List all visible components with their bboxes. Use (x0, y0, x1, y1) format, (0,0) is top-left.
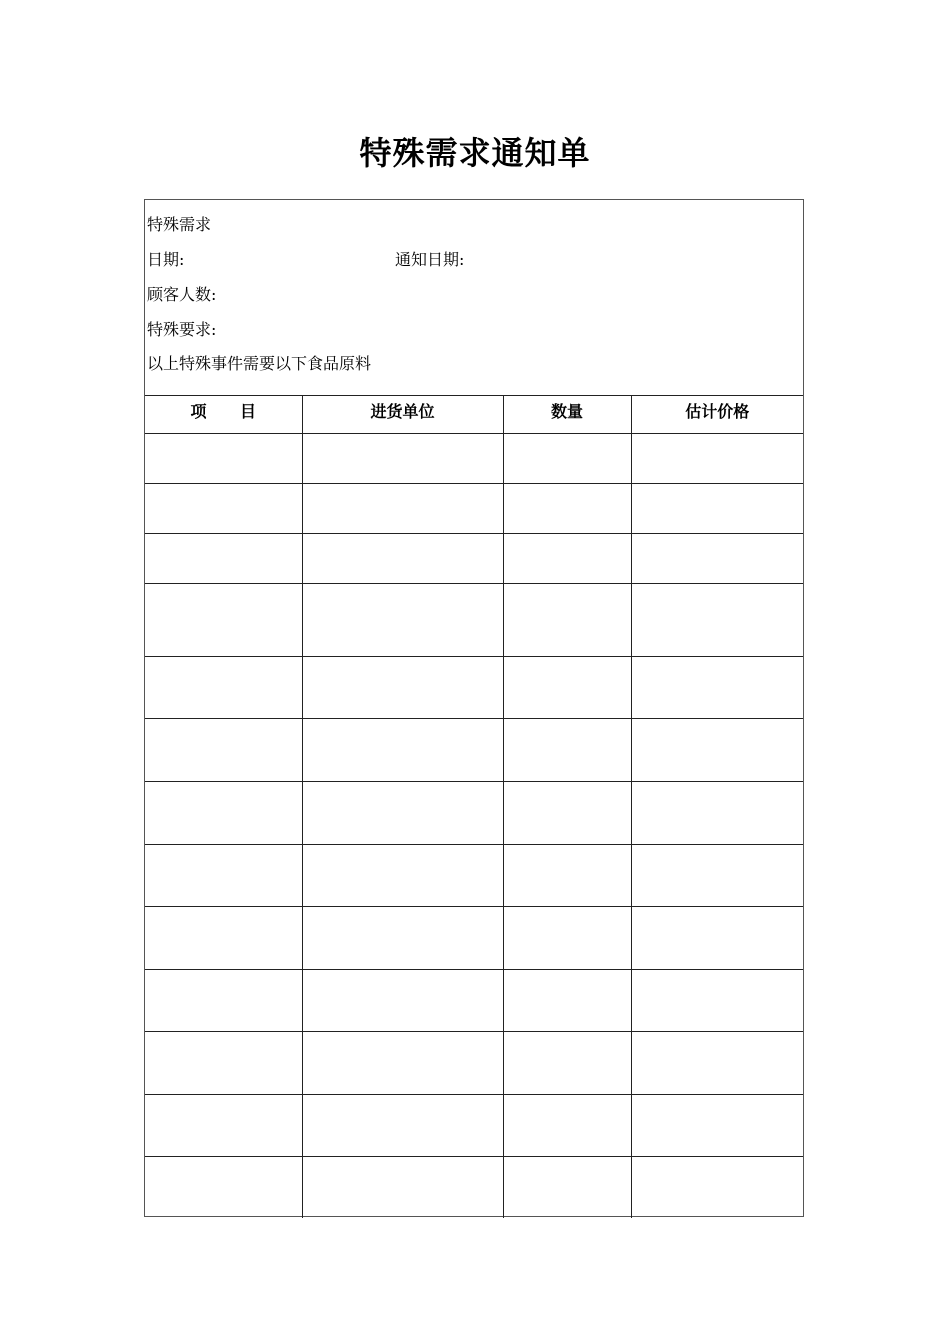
table-row (145, 533, 803, 583)
materials-table (145, 395, 803, 1218)
cell-purchase-unit[interactable] (302, 1094, 503, 1156)
cell-purchase-unit[interactable] (302, 533, 503, 583)
cell-item[interactable] (145, 906, 302, 969)
cell-estimated-price[interactable] (631, 1156, 803, 1218)
special-need-label: 特殊需求 (147, 215, 212, 234)
cell-estimated-price[interactable] (631, 781, 803, 844)
cell-estimated-price[interactable] (631, 1094, 803, 1156)
cell-purchase-unit[interactable] (302, 1031, 503, 1094)
special-request-label: 特殊要求: (147, 320, 217, 339)
cell-quantity[interactable] (503, 483, 631, 533)
cell-estimated-price[interactable] (631, 969, 803, 1031)
table-row (145, 483, 803, 533)
cell-estimated-price[interactable] (631, 656, 803, 718)
cell-item[interactable] (145, 483, 302, 533)
cell-estimated-price[interactable] (631, 433, 803, 483)
cell-purchase-unit[interactable] (302, 656, 503, 718)
table-row (145, 844, 803, 906)
cell-quantity[interactable] (503, 656, 631, 718)
cell-quantity[interactable] (503, 433, 631, 483)
cell-item[interactable] (145, 1156, 302, 1218)
cell-purchase-unit[interactable] (302, 906, 503, 969)
cell-estimated-price[interactable] (631, 718, 803, 781)
cell-purchase-unit[interactable] (302, 483, 503, 533)
cell-estimated-price[interactable] (631, 844, 803, 906)
cell-item[interactable] (145, 1031, 302, 1094)
cell-item[interactable] (145, 583, 302, 656)
table-row (145, 969, 803, 1031)
cell-quantity[interactable] (503, 781, 631, 844)
cell-item[interactable] (145, 656, 302, 718)
table-row (145, 1031, 803, 1094)
cell-purchase-unit[interactable] (302, 969, 503, 1031)
table-row (145, 433, 803, 483)
cell-quantity[interactable] (503, 844, 631, 906)
cell-purchase-unit[interactable] (302, 1156, 503, 1218)
cell-quantity[interactable] (503, 583, 631, 656)
header-item: 项 目 (145, 395, 302, 433)
header-estimated-price: 估计价格 (631, 395, 803, 433)
table-row (145, 583, 803, 656)
cell-quantity[interactable] (503, 1094, 631, 1156)
cell-item[interactable] (145, 718, 302, 781)
cell-item[interactable] (145, 781, 302, 844)
table-row (145, 781, 803, 844)
notice-date-label: 通知日期: (395, 250, 465, 269)
notice-form (144, 199, 804, 1217)
cell-quantity[interactable] (503, 969, 631, 1031)
cell-purchase-unit[interactable] (302, 844, 503, 906)
cell-quantity[interactable] (503, 1156, 631, 1218)
header-quantity: 数量 (503, 395, 631, 433)
table-row (145, 1094, 803, 1156)
guest-count-label: 顾客人数: (147, 285, 217, 304)
table-row (145, 906, 803, 969)
cell-estimated-price[interactable] (631, 583, 803, 656)
header-purchase-unit: 进货单位 (302, 395, 503, 433)
cell-purchase-unit[interactable] (302, 718, 503, 781)
cell-quantity[interactable] (503, 533, 631, 583)
cell-estimated-price[interactable] (631, 533, 803, 583)
cell-estimated-price[interactable] (631, 1031, 803, 1094)
cell-quantity[interactable] (503, 1031, 631, 1094)
document-title: 特殊需求通知单 (359, 134, 591, 172)
table-row (145, 1156, 803, 1218)
info-section (145, 200, 803, 396)
cell-purchase-unit[interactable] (302, 781, 503, 844)
cell-item[interactable] (145, 969, 302, 1031)
cell-estimated-price[interactable] (631, 906, 803, 969)
cell-item[interactable] (145, 1094, 302, 1156)
cell-estimated-price[interactable] (631, 483, 803, 533)
cell-purchase-unit[interactable] (302, 583, 503, 656)
cell-item[interactable] (145, 844, 302, 906)
cell-quantity[interactable] (503, 718, 631, 781)
materials-note: 以上特殊事件需要以下食品原料 (147, 354, 372, 373)
table-row (145, 718, 803, 781)
cell-item[interactable] (145, 533, 302, 583)
table-row (145, 656, 803, 718)
cell-item[interactable] (145, 433, 302, 483)
cell-purchase-unit[interactable] (302, 433, 503, 483)
table-header-row (145, 395, 803, 433)
cell-quantity[interactable] (503, 906, 631, 969)
date-label: 日期: (147, 250, 185, 269)
